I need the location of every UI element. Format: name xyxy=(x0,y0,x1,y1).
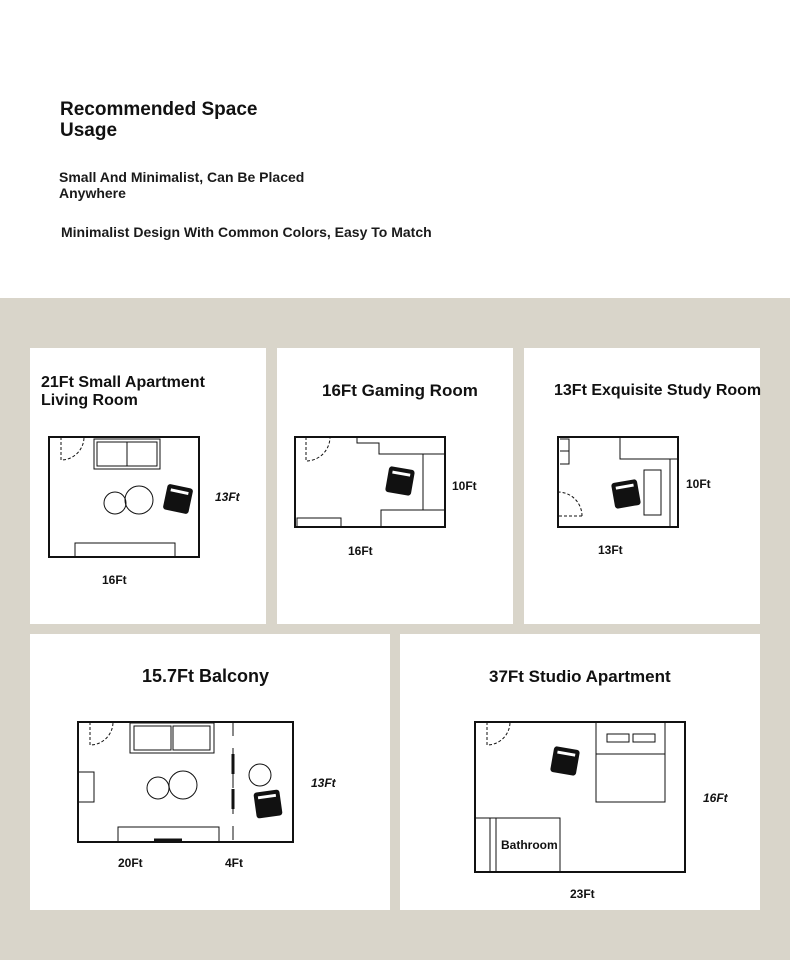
depth-label: 13Ft xyxy=(311,776,336,790)
card-balcony xyxy=(30,634,390,910)
depth-label: 16Ft xyxy=(703,791,728,805)
floor-plan xyxy=(30,348,266,624)
floor-plan xyxy=(30,634,390,910)
floor-plan xyxy=(400,634,760,910)
depth-label: 10Ft xyxy=(686,477,711,491)
section-heading: Recommended Space Usage xyxy=(60,99,258,141)
card-gaming-room xyxy=(277,348,513,624)
width-label: 13Ft xyxy=(598,543,623,557)
floor-plan xyxy=(524,348,760,624)
width-label: 20Ft xyxy=(118,856,143,870)
card-living-room xyxy=(30,348,266,624)
bathroom-label: Bathroom xyxy=(501,838,558,852)
card-title: 16Ft Gaming Room xyxy=(322,381,478,400)
intro-section xyxy=(0,0,790,298)
width-label-2: 4Ft xyxy=(225,856,243,870)
feature-text-1: Small And Minimalist, Can Be Placed Anywhere xyxy=(59,169,305,201)
width-label: 23Ft xyxy=(570,887,595,901)
card-title: 15.7Ft Balcony xyxy=(142,666,270,686)
card-study-room xyxy=(524,348,760,624)
card-title: 13Ft Exquisite Study Room xyxy=(554,382,762,399)
floor-plan xyxy=(277,348,513,624)
depth-label: 13Ft xyxy=(215,490,240,504)
width-label: 16Ft xyxy=(348,544,373,558)
card-title: 21Ft Small Apartment Living Room xyxy=(41,374,205,409)
depth-label: 10Ft xyxy=(452,479,477,493)
card-title: 37Ft Studio Apartment xyxy=(489,667,671,686)
feature-text-2: Minimalist Design With Common Colors, Easy To Match xyxy=(61,224,432,240)
width-label: 16Ft xyxy=(102,573,127,587)
card-studio-apartment xyxy=(400,634,760,910)
